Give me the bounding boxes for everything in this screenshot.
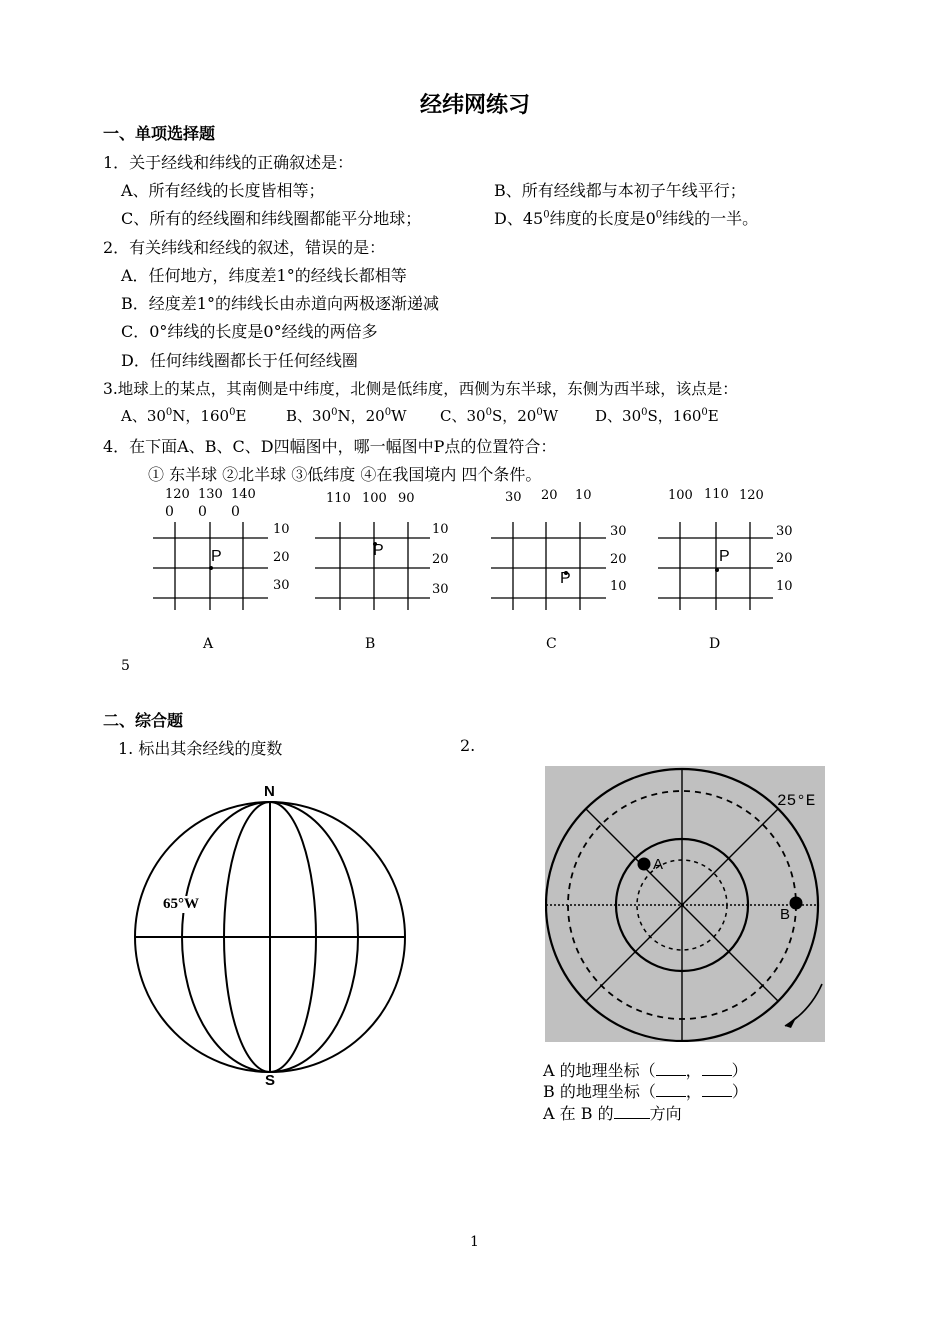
question-4-stem: 4．在下面A、B、C、D四幅图中，哪一幅图中P点的位置符合： [103, 437, 557, 456]
question-1-option-c: C、所有的经线圈和纬线圈都能平分地球； [121, 209, 422, 228]
globe-longitude-label: 65°W [163, 896, 199, 912]
grid-c-top-label-1: 30 [505, 490, 522, 505]
grid-a-right-label-3: 30 [273, 578, 290, 593]
grid-b-right-label-1: 10 [432, 522, 449, 537]
answer-blank[interactable] [656, 1061, 686, 1076]
question-2-stem: 2．有关纬线和经线的叙述，错误的是： [103, 238, 386, 257]
grid-b-top-label-1: 110 [326, 491, 351, 506]
grid-a-right-label-1: 10 [273, 522, 290, 537]
question-1-option-b: B、所有经线都与本初子午线平行； [494, 181, 746, 200]
question-1-option-d: D、$45^0$纬度的长度是$0^0$纬线的一半。 [494, 209, 759, 228]
grid-a-right-label-2: 20 [273, 550, 290, 565]
question-1-stem: 1．关于经线和纬线的正确叙述是： [103, 153, 354, 172]
grid-d-right-label-3: 10 [776, 579, 793, 594]
answer-direction: A 在 B 的 方向 [543, 1104, 682, 1123]
grid-d-top-label-2: 110 [704, 487, 729, 502]
answer-blank[interactable] [702, 1082, 732, 1097]
polar-longitude-label: 25°E [777, 792, 816, 810]
grid-b-right-label-3: 30 [432, 582, 449, 597]
grid-d-right-label-2: 20 [776, 551, 793, 566]
grid-c-point-p: P [560, 570, 571, 587]
question-3-option-d: D、$30^0S$，$160^0E$ [595, 407, 719, 425]
grid-d-point-p: P [719, 548, 730, 565]
grid-b-point-p: P [373, 542, 384, 559]
question-2-option-b: B．经度差1°的纬线长由赤道向两极逐渐递减 [121, 294, 439, 313]
comprehensive-question-1: 1. 标出其余经线的度数 [118, 739, 283, 758]
question-3-stem: 3.地球上的某点，其南侧是中纬度，北侧是低纬度，西侧为东半球，东侧为西半球，该点是： [103, 380, 738, 398]
grid-c-right-label-3: 10 [610, 579, 627, 594]
grid-c [488, 520, 613, 610]
grid-a-point-p: P [211, 548, 222, 565]
grid-d-top-label-3: 120 [739, 488, 764, 503]
grid-b [312, 520, 437, 610]
question-1-option-a: A、所有经线的长度皆相等； [121, 181, 325, 200]
question-2-option-c: C．0°纬线的长度是0°经线的两倍多 [121, 322, 378, 341]
grid-b-right-label-2: 20 [432, 552, 449, 567]
question-3-option-c: C、$30^0S$，$20^0W$ [440, 407, 559, 425]
polar-point-b-label: B [780, 906, 791, 923]
answer-blank[interactable] [702, 1061, 732, 1076]
answer-a-coordinate: A 的地理坐标（ ， ） [543, 1061, 748, 1080]
question-2-option-d: D．任何纬线圈都长于任何经线圈 [121, 351, 358, 370]
grid-d-right-label-1: 30 [776, 524, 793, 539]
answer-blank[interactable] [614, 1104, 650, 1119]
grid-a-top-zero-1: 0 [165, 504, 174, 520]
grid-a-top-label-1: 120 [165, 487, 190, 502]
grid-a-caption: A [203, 636, 214, 652]
question-2-option-a: A．任何地方，纬度差1°的经线长都相等 [121, 266, 407, 285]
comprehensive-question-2: 2. [460, 736, 476, 755]
grid-d [655, 520, 780, 610]
answer-blank[interactable] [656, 1082, 686, 1097]
section-heading-comprehensive: 二、综合题 [103, 711, 184, 730]
question-3-option-b: B、$30^0N$，$20^0W$ [286, 407, 407, 425]
grid-b-top-label-3: 90 [398, 491, 415, 506]
grid-d-top-label-1: 100 [668, 488, 693, 503]
globe-diagram [130, 795, 415, 1080]
stray-number: 5 [121, 658, 130, 674]
grid-a-top-label-2: 130 [198, 487, 223, 502]
page-title: 经纬网练习 [419, 93, 530, 118]
globe-south-label: S [265, 1072, 276, 1089]
grid-c-right-label-1: 30 [610, 524, 627, 539]
grid-b-top-label-2: 100 [362, 491, 387, 506]
globe-north-label: N [264, 783, 275, 800]
grid-b-caption: B [365, 636, 376, 652]
grid-a-top-zero-2: 0 [198, 504, 207, 520]
grid-c-top-label-3: 10 [575, 488, 592, 503]
grid-a-top-label-3: 140 [231, 487, 256, 502]
grid-c-caption: C [546, 636, 557, 652]
polar-point-a-label: A [653, 856, 664, 873]
question-4-conditions: ① 东半球 ②北半球 ③低纬度 ④在我国境内 四个条件。 [148, 465, 542, 484]
grid-c-top-label-2: 20 [541, 488, 558, 503]
section-heading-choice: 一、单项选择题 [103, 124, 216, 143]
grid-c-right-label-2: 20 [610, 552, 627, 567]
grid-a-top-zero-3: 0 [231, 504, 240, 520]
page-number: 1 [470, 1234, 479, 1250]
answer-b-coordinate: B 的地理坐标（ ， ） [543, 1082, 748, 1101]
question-3-option-a: A、$30^0N$，$160^0E$ [121, 407, 247, 425]
grid-d-caption: D [709, 636, 721, 652]
